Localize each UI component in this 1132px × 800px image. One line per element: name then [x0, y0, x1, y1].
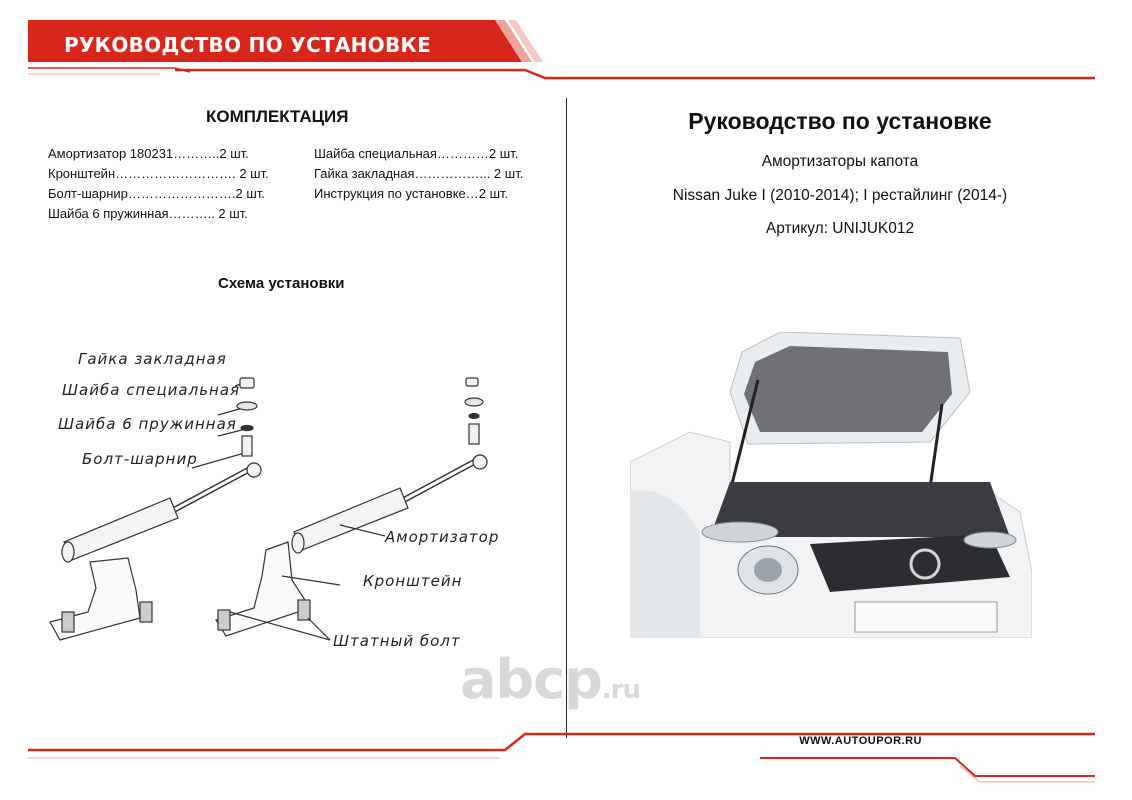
- kit-item: Шайба специальная…………2 шт.: [314, 146, 519, 161]
- label-stock-bolt: Штатный болт: [333, 632, 461, 650]
- guide-title: Руководство по установке: [688, 108, 992, 134]
- guide-vehicle: Nissan Juke I (2010-2014); I рестайлинг (2014-): [672, 187, 1008, 204]
- page-divider: [566, 98, 567, 738]
- kit-left-list: [48, 144, 269, 224]
- header-title: РУКОВОДСТВО ПО УСТАНОВКЕ: [64, 33, 432, 57]
- footer-url[interactable]: WWW.AUTOUPOR.RU: [799, 735, 922, 747]
- footer-banner: [0, 718, 1132, 800]
- scheme-title: Схема установки: [218, 275, 345, 292]
- car-photo: [630, 332, 1032, 638]
- kit-item: Инструкция по установке…2 шт.: [314, 186, 509, 201]
- label-washer-special: Шайба специальная: [62, 381, 241, 399]
- kit-title: КОМПЛЕКТАЦИЯ: [206, 107, 349, 126]
- kit-item: Шайба 6 пружинная……….. 2 шт.: [48, 206, 248, 221]
- label-bracket: Кронштейн: [363, 572, 463, 590]
- label-damper: Амортизатор: [385, 528, 500, 546]
- kit-item: Кронштейн………………………. 2 шт.: [48, 166, 269, 181]
- kit-right-list: [314, 144, 523, 204]
- guide-subtitle: Амортизаторы капота: [761, 153, 919, 170]
- label-bolt: Болт-шарнир: [82, 450, 198, 468]
- label-nut: Гайка закладная: [78, 350, 227, 368]
- watermark-logo: abcp.ru: [460, 648, 640, 711]
- kit-item: Гайка закладная……………... 2 шт.: [314, 166, 524, 181]
- guide-article: Артикул: UNIJUK012: [765, 220, 915, 237]
- kit-item: Болт-шарнир…………………….2 шт.: [48, 186, 265, 201]
- label-washer-spring: Шайба 6 пружинная: [58, 415, 237, 433]
- kit-item: Амортизатор 180231………..2 шт.: [48, 146, 249, 161]
